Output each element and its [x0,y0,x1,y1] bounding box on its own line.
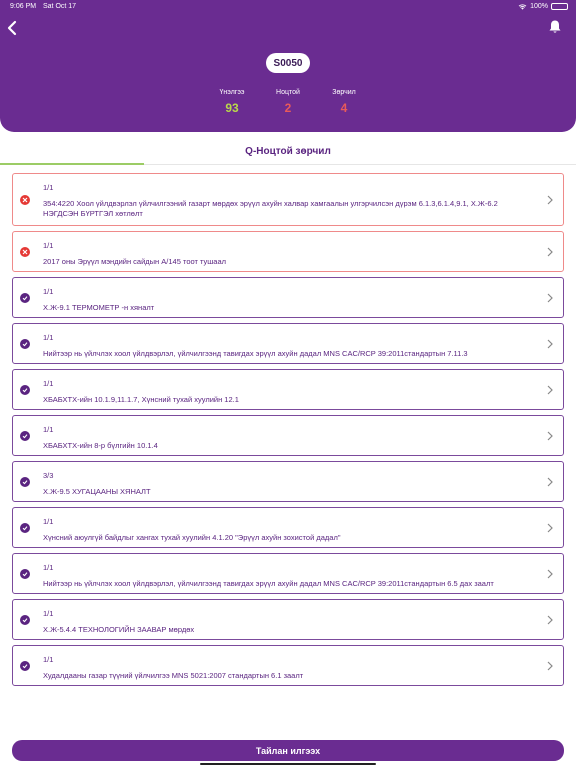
check-icon [20,661,30,671]
item-text: ХБАБХТХ-ийн 10.1.9,11.1.7, Хүнсний тухай хуулийн 12.1 [43,395,239,404]
home-indicator [200,763,376,765]
item-text: ХБАБХТХ-ийн 8-р бүлгийн 10.1.4 [43,441,158,450]
chevron-right-icon [547,293,553,303]
stat-critical [258,89,318,115]
chevron-right-icon [547,477,553,487]
check-icon [20,523,30,533]
item-count: 1/1 [43,609,54,618]
site-code-badge: S0050 [266,53,310,73]
check-icon [20,385,30,395]
check-icon [20,431,30,441]
submit-report-button[interactable]: Тайлан илгээх [12,740,564,761]
bell-icon[interactable] [548,19,562,35]
error-x-icon [20,195,30,205]
item-text: Хүнсний аюулгүй байдлыг хангах тухай хуулийн 4.1.20 "Эрүүл ахуйн зохистой дадал" [43,533,341,542]
stat-critical-label: Ноцтой [276,89,300,96]
chevron-right-icon [547,431,553,441]
list-item[interactable] [12,173,564,226]
item-count: 1/1 [43,379,54,388]
check-icon [20,615,30,625]
chevron-right-icon [547,523,553,533]
tab-indicator [0,163,144,165]
stat-violations-label: Зөрчил [332,89,356,96]
item-count: 1/1 [43,517,54,526]
item-count: 1/1 [43,183,54,192]
item-count: 1/1 [43,287,54,296]
stat-violations [314,89,374,115]
header [0,0,576,132]
check-icon [20,293,30,303]
tab-divider [144,164,576,165]
violation-list [12,173,564,691]
list-item[interactable] [12,415,564,456]
item-count: 1/1 [43,655,54,664]
item-text: Нийтээр нь үйлчлэх хоол үйлдвэрлэл, үйлчилгээнд тавигдах эрүүл ахуйн дадал MNS CAC/RCP 39:2011стандартын 6.5 дах заалт [43,579,494,588]
chevron-right-icon [547,661,553,671]
stat-violations-value: 4 [340,101,348,115]
list-item[interactable] [12,369,564,410]
tab-title[interactable]: Q-Ноцтой зөрчил [245,146,331,157]
check-icon [20,339,30,349]
item-text: Нийтээр нь үйлчлэх хоол үйлдвэрлэл, үйлчилгээнд тавигдах эрүүл ахуйн дадал MNS CAC/RCP 39:2011стандартын 7.11.3 [43,349,468,358]
stat-score-value: 93 [225,101,239,115]
item-text: 2017 оны Эрүүл мэндийн сайдын А/145 тоот тушаал [43,257,227,266]
item-count: 1/1 [43,241,54,250]
stat-score-label: Үнэлгээ [219,89,245,96]
item-text: Х.Ж-9.5 ХУГАЦААНЫ ХЯНАЛТ [43,487,151,496]
stat-score [202,89,262,115]
wifi-icon [518,3,527,10]
chevron-right-icon [547,247,553,257]
list-item[interactable] [12,231,564,272]
status-indicators [518,3,568,10]
list-item[interactable] [12,507,564,548]
status-date: Sat Oct 17 [43,3,77,10]
status-bar [0,3,576,13]
list-item[interactable] [12,461,564,502]
chevron-right-icon [547,339,553,349]
item-count: 1/1 [43,425,54,434]
battery-percent: 100% [530,3,548,10]
chevron-right-icon [547,195,553,205]
item-text: Худалдааны газар түүний үйлчилгээ MNS 5021:2007 стандартын 6.1 заалт [43,671,304,680]
check-icon [20,477,30,487]
item-count: 1/1 [43,563,54,572]
list-item[interactable] [12,277,564,318]
list-item[interactable] [12,599,564,640]
chevron-right-icon [547,615,553,625]
status-time: 9:06 PM [10,3,37,10]
item-count: 3/3 [43,471,54,480]
list-item[interactable] [12,323,564,364]
back-chevron-icon[interactable] [4,18,22,38]
item-text: 354:4220 Хоол үйлдвэрлэл үйлчилгээний газарт мөрдөх эрүүл ахуйн халвар хамгаалын улгэрчилсэн дүрэм 6.1.3,6.1.4,9.1, Х.Ж-6.2 НЭГДСЭН БҮРТГЭЛ хөтлөлт [43,199,498,218]
tab-bar [0,132,576,166]
item-text: Х.Ж-5.4.4 ТЕХНОЛОГИЙН ЗААВАР мөрдөх [43,625,195,634]
chevron-right-icon [547,385,553,395]
check-icon [20,569,30,579]
list-item[interactable] [12,645,564,686]
list-item[interactable] [12,553,564,594]
chevron-right-icon [547,569,553,579]
error-x-icon [20,247,30,257]
stat-critical-value: 2 [284,101,292,115]
item-text: Х.Ж-9.1 ТЕРМОМЕТР -н хяналт [43,303,155,312]
battery-icon [551,3,568,10]
item-count: 1/1 [43,333,54,342]
